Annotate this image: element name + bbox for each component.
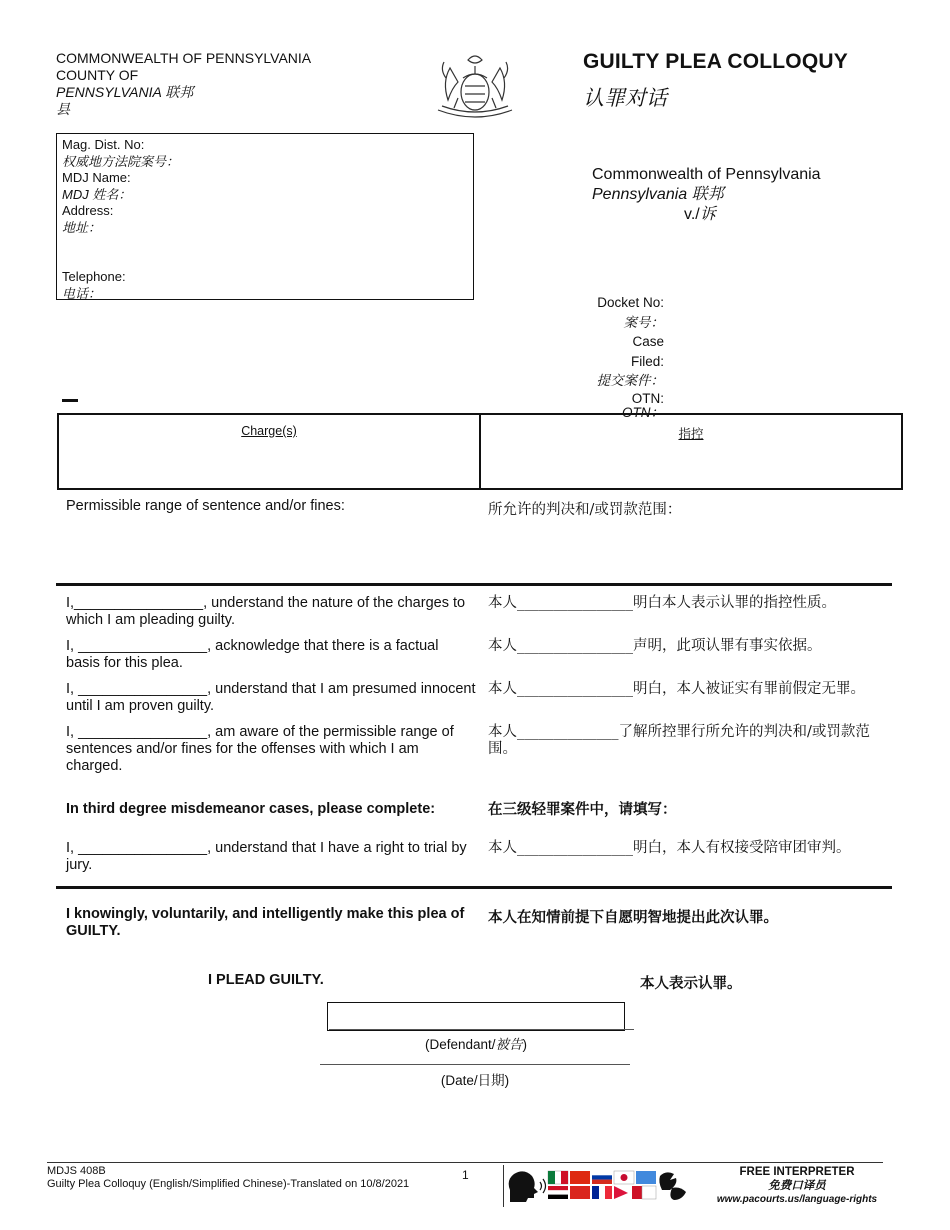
docket-no-label-zh: 案号： bbox=[623, 314, 664, 330]
statement-presumed-innocent-zh: 本人________________明白，本人被证实有罪前假定无罪。 bbox=[488, 681, 865, 697]
misdemeanor-heading: In third degree misdemeanor cases, please complete: bbox=[66, 801, 436, 817]
plead-guilty-zh: 本人表示认罪。 bbox=[640, 975, 742, 992]
statement-jury-trial: I, ________________, understand that I have a right to trial by jury. bbox=[66, 840, 467, 873]
statement-nature-of-charges: I,________________, understand the nature of the charges to which I am pleading guilty. bbox=[66, 595, 466, 628]
statement-nature-of-charges-zh: 本人________________明白本人表示认罪的指控性质。 bbox=[488, 595, 836, 611]
address-label: Address: bbox=[62, 203, 114, 218]
statement-sentence-range-zh: 本人______________了解所控罪行所允许的判决和/或罚款范围。 bbox=[488, 724, 870, 757]
otn-label: OTN: bbox=[631, 390, 664, 406]
speaking-head-icon bbox=[509, 1171, 546, 1202]
interpreter-title: FREE INTERPRETER bbox=[739, 1166, 855, 1178]
divider-dash bbox=[62, 399, 78, 402]
telephone-label-zh: 电话： bbox=[62, 285, 102, 301]
versus: v./诉 bbox=[684, 206, 716, 223]
court-header bbox=[56, 50, 311, 118]
section-divider bbox=[56, 886, 892, 889]
statement-factual-basis-zh: 本人________________声明，此项认罪有事实依据。 bbox=[488, 638, 822, 654]
statement-presumed-innocent: I, ________________, understand that I am presumed innocent until I am proven guilty. bbox=[66, 681, 476, 714]
otn-label-zh: OTN： bbox=[622, 404, 664, 420]
sentence-range-label-zh: 所允许的判决和/或罚款范围： bbox=[488, 502, 682, 518]
header-line-3: PENNSYLVANIA 联邦 bbox=[56, 84, 194, 100]
page-number: 1 bbox=[462, 1168, 469, 1182]
flags-icon bbox=[548, 1171, 656, 1199]
signature-line bbox=[329, 1029, 634, 1030]
plea-statement-zh: 本人在知情前提下自愿明智地提出此次认罪。 bbox=[488, 909, 778, 926]
footer-divider bbox=[47, 1162, 883, 1163]
header-line-2: COUNTY OF bbox=[56, 67, 139, 83]
free-interpreter-notice bbox=[712, 1165, 882, 1207]
section-divider bbox=[56, 583, 892, 586]
plaintiff: Commonwealth of Pennsylvania bbox=[592, 166, 821, 183]
sign-language-icon bbox=[659, 1172, 686, 1200]
sentence-range-label: Permissible range of sentence and/or fines: bbox=[66, 498, 345, 514]
misdemeanor-heading-zh: 在三级轻罪案件中，请填写： bbox=[488, 801, 677, 818]
pennsylvania-coat-of-arms-icon bbox=[430, 48, 520, 124]
telephone-label: Telephone: bbox=[62, 269, 126, 284]
plaintiff-zh: Pennsylvania 联邦 bbox=[592, 186, 724, 203]
header-line-4: 县 bbox=[56, 101, 70, 117]
plea-statement: I knowingly, voluntarily, and intelligently make this plea of GUILTY. bbox=[66, 906, 465, 939]
statement-sentence-range: I, ________________, am aware of the permissible range of sentences and/or fines for the offenses with which I am charged. bbox=[66, 724, 454, 774]
footer-form-info bbox=[47, 1165, 409, 1191]
date-field[interactable] bbox=[320, 1064, 630, 1065]
magistrate-info-box bbox=[56, 133, 474, 300]
interpreter-title-zh: 免费口译员 bbox=[768, 1180, 826, 1192]
case-caption bbox=[592, 165, 821, 225]
charges-cell-zh[interactable]: 指控 bbox=[678, 426, 704, 441]
date-label: (Date/日期) bbox=[440, 1073, 510, 1088]
defendant-label: (Defendant/被告) bbox=[424, 1037, 528, 1052]
form-id: MDJS 408B bbox=[47, 1165, 106, 1177]
footer-vertical-divider bbox=[503, 1165, 504, 1207]
language-rights-link[interactable]: www.pacourts.us/language-rights bbox=[716, 1194, 878, 1205]
case-filed-label: Case Filed: bbox=[630, 334, 664, 369]
mdj-name-label: MDJ Name: bbox=[62, 170, 131, 185]
statement-jury-trial-zh: 本人________________明白，本人有权接受陪审团审判。 bbox=[488, 840, 851, 856]
mag-dist-label-zh: 权威地方法院案号： bbox=[62, 153, 180, 169]
charges-table bbox=[57, 413, 903, 490]
address-label-zh: 地址： bbox=[62, 219, 102, 235]
interpreter-icons bbox=[506, 1168, 696, 1204]
form-description: Guilty Plea Colloquy (English/Simplified Chinese)-Translated on 10/8/2021 bbox=[47, 1178, 410, 1190]
mag-dist-label: Mag. Dist. No: bbox=[62, 137, 145, 152]
form-title-zh: 认罪对话 bbox=[583, 86, 667, 110]
statement-factual-basis: I, ________________, acknowledge that there is a factual basis for this plea. bbox=[66, 638, 439, 671]
form-title: GUILTY PLEA COLLOQUY bbox=[583, 50, 848, 73]
charges-cell-en[interactable]: Charge(s) bbox=[59, 415, 481, 488]
header-line-1: COMMONWEALTH OF PENNSYLVANIA bbox=[56, 50, 312, 66]
plead-guilty: I PLEAD GUILTY. bbox=[208, 972, 324, 988]
mdj-name-label-zh: MDJ 姓名： bbox=[62, 186, 132, 202]
case-filed-label-zh: 提交案件： bbox=[596, 373, 664, 388]
docket-info bbox=[596, 293, 664, 420]
defendant-signature-field[interactable] bbox=[327, 1002, 625, 1031]
docket-no-label: Docket No: bbox=[597, 295, 664, 310]
